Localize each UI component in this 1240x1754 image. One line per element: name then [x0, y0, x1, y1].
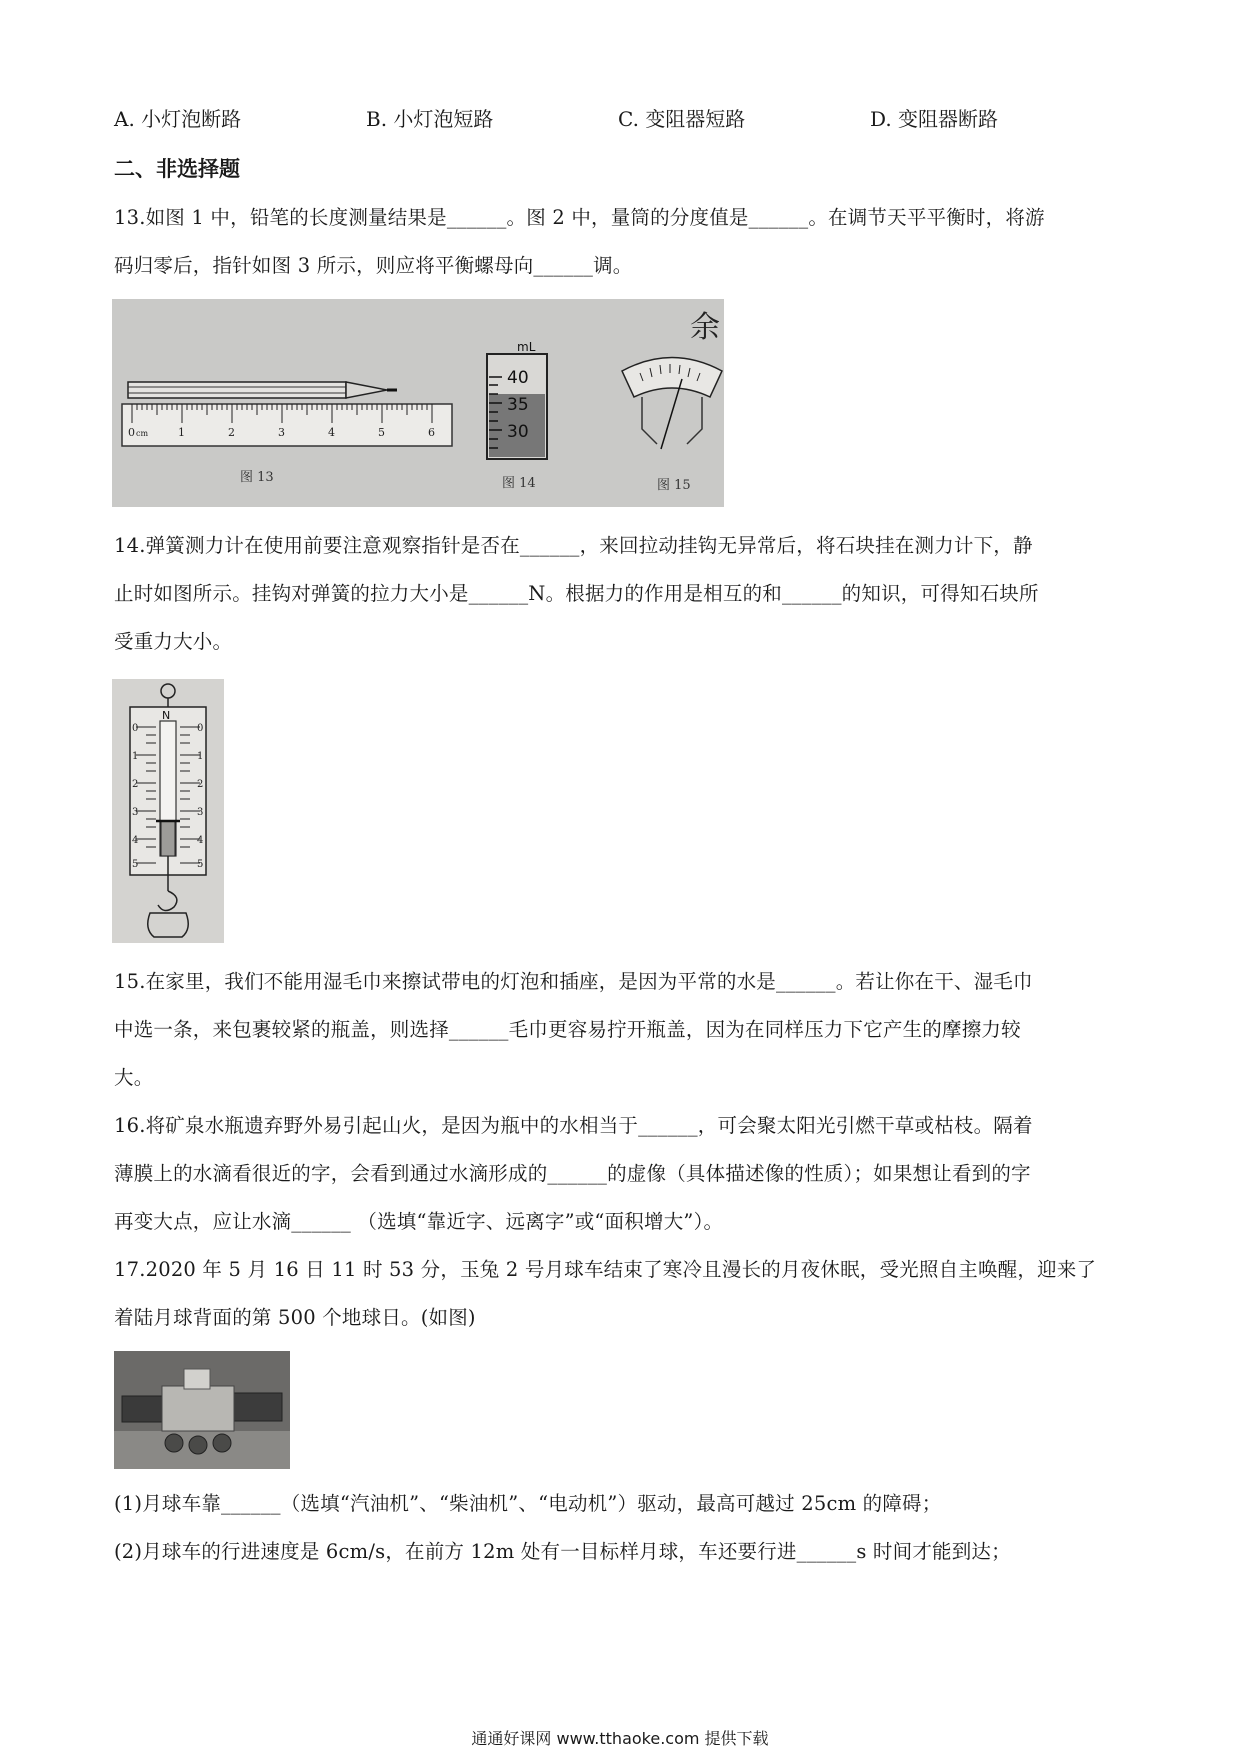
scale-left-tick-5: 5: [132, 859, 139, 870]
spring-scale-drawing: [112, 679, 224, 943]
scale-right-tick-1: 1: [197, 751, 204, 762]
figure-measurements: [112, 299, 724, 507]
figure-measurements-drawing: [112, 299, 724, 507]
question-16-line-2: 薄膜上的水滴看很近的字，会看到通过水滴形成的______的虚像（具体描述像的性质）；如果想让看到的字: [114, 1162, 1031, 1185]
ruler-tick-0: 0: [128, 426, 135, 439]
question-14-line-2: 止时如图所示。挂钩对弹簧的拉力大小是______N。根据力的作用是相互的和______的知识，可得知石块所: [114, 582, 1039, 605]
option-d: D. 变阻器断路: [870, 107, 999, 131]
ruler: [122, 404, 452, 446]
scale-right-tick-4: 4: [197, 835, 204, 846]
scale-spring-rod: [161, 821, 175, 856]
ruler-tick-1: 1: [178, 426, 185, 439]
question-15-line-2: 中选一条，来包裹较紧的瓶盖，则选择______毛巾更容易拧开瓶盖，因为在同样压力下它产生的摩擦力较: [114, 1018, 1021, 1041]
caption-fig-13: 图 13: [240, 470, 274, 485]
rover-body: [162, 1386, 234, 1431]
scale-right-tick-0: 0: [197, 723, 204, 734]
option-a: A. 小灯泡断路: [114, 107, 242, 131]
question-17-line-2: 着陆月球背面的第 500 个地球日。(如图): [114, 1306, 476, 1329]
figure-lunar-rover-photo: [114, 1351, 290, 1469]
question-17-line-1: 17.2020 年 5 月 16 日 11 时 53 分，玉兔 2 号月球车结束了寒冷且漫长的月夜休眠，受光照自主唤醒，迎来了: [114, 1258, 1097, 1281]
cylinder-tick-35: 35: [507, 395, 529, 415]
question-17-sub-1: (1)月球车靠______（选填“汽油机”、“柴油机”、“电动机”）驱动，最高可越过 25cm 的障碍；: [114, 1492, 942, 1515]
scale-right-tick-5: 5: [197, 859, 204, 870]
balance-pointer: [661, 379, 682, 449]
balance-dial: [622, 358, 722, 398]
balance-handwritten-mark: 余: [690, 310, 720, 345]
scale-left-tick-1: 1: [132, 751, 139, 762]
rover-mast: [184, 1369, 210, 1389]
rover-solar-panel-right: [234, 1393, 282, 1421]
scale-left-tick-0: 0: [132, 723, 139, 734]
question-14-line-1: 14.弹簧测力计在使用前要注意观察指针是否在______，来回拉动挂钩无异常后，将石块挂在测力计下，静: [114, 534, 1033, 557]
pencil-body: [128, 382, 346, 398]
figure-spring-scale: [112, 679, 224, 943]
cylinder-tick-30: 30: [507, 422, 529, 442]
option-c: C. 变阻器短路: [618, 107, 746, 131]
ruler-tick-6: 6: [428, 426, 435, 439]
question-15-line-3: 大。: [114, 1066, 154, 1089]
question-13-line-2: 码归零后，指针如图 3 所示，则应将平衡螺母向______调。: [114, 254, 633, 277]
question-14-line-3: 受重力大小。: [114, 630, 233, 653]
ruler-tick-3: 3: [278, 426, 285, 439]
scale-right-tick-2: 2: [197, 779, 204, 790]
question-13-line-1: 13.如图 1 中，铅笔的长度测量结果是______。图 2 中，量筒的分度值是______。在调节天平平衡时，将游: [114, 206, 1045, 229]
rover-solar-panel-left: [122, 1396, 162, 1422]
scale-right-tick-3: 3: [197, 807, 204, 818]
ruler-tick-4: 4: [328, 426, 335, 439]
cylinder-tick-40: 40: [507, 368, 529, 388]
scale-left-tick-2: 2: [132, 779, 139, 790]
scale-hook: [158, 891, 177, 911]
caption-fig-15: 图 15: [657, 478, 691, 493]
question-17-sub-2: (2)月球车的行进速度是 6cm/s，在前方 12m 处有一目标样月球，车还要行进______s 时间才能到达；: [114, 1540, 1011, 1563]
scale-unit: N: [162, 709, 171, 722]
question-16-line-3: 再变大点，应让水滴______ （选填“靠近字、远离字”或“面积增大”）。: [114, 1210, 724, 1233]
ruler-tick-5: 5: [378, 426, 385, 439]
hanging-stone: [148, 913, 189, 937]
page-footer: 通通好课网 www.tthaoke.com 提供下载: [471, 1729, 769, 1748]
pencil-tip: [346, 382, 387, 398]
section-title: 二、非选择题: [114, 157, 240, 181]
ruler-unit: cm: [136, 429, 149, 438]
question-15-line-1: 15.在家里，我们不能用湿毛巾来擦试带电的灯泡和插座，是因为平常的水是______。若让你在干、湿毛巾: [114, 970, 1033, 993]
option-b: B. 小灯泡短路: [366, 107, 494, 131]
scale-left-tick-3: 3: [132, 807, 139, 818]
caption-fig-14: 图 14: [502, 476, 536, 491]
question-16-line-1: 16.将矿泉水瓶遗弃野外易引起山火，是因为瓶中的水相当于______，可会聚太阳光引燃干草或枯枝。隔着: [114, 1114, 1033, 1137]
lunar-rover-drawing: [114, 1351, 290, 1469]
scale-left-tick-4: 4: [132, 835, 139, 846]
ruler-tick-2: 2: [228, 426, 235, 439]
cylinder-unit: mL: [517, 340, 536, 354]
